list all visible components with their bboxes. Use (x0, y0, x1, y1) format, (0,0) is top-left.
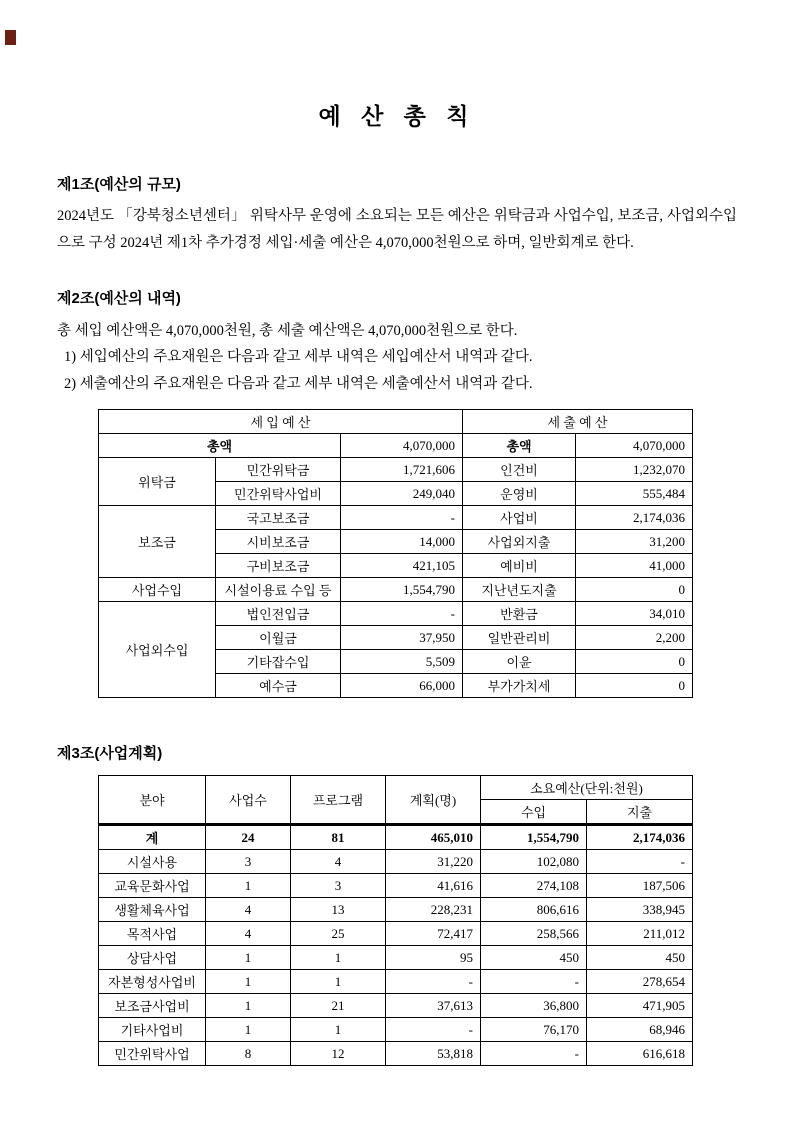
revenue-total-label: 총액 (99, 434, 341, 458)
expenditure-item-amount: 31,200 (576, 530, 693, 554)
plan-field: 기타사업비 (99, 1018, 206, 1042)
plan-plan: - (386, 970, 481, 994)
expenditure-item-name: 지난년도지출 (463, 578, 576, 602)
expenditure-item-name: 이윤 (463, 650, 576, 674)
budget-summary-table (98, 409, 693, 698)
plan-total-row (99, 825, 693, 850)
revenue-item-amount: 1,721,606 (341, 458, 463, 482)
plan-projects: 3 (206, 850, 291, 874)
plan-revenue: 258,566 (481, 922, 587, 946)
revenue-item-name: 시비보조금 (216, 530, 341, 554)
plan-header-field: 분야 (99, 776, 206, 825)
table-row (99, 410, 693, 434)
plan-projects: 4 (206, 922, 291, 946)
plan-field: 교육문화사업 (99, 874, 206, 898)
plan-expenditure: 471,905 (587, 994, 693, 1018)
plan-total-projects: 24 (206, 825, 291, 850)
plan-field: 목적사업 (99, 922, 206, 946)
expenditure-item-amount: 34,010 (576, 602, 693, 626)
table-row (99, 850, 693, 874)
plan-revenue: 76,170 (481, 1018, 587, 1042)
table-row (99, 898, 693, 922)
article1-heading: 제1조(예산의 규모) (57, 176, 181, 193)
plan-programs: 25 (291, 922, 386, 946)
revenue-item-amount: - (341, 506, 463, 530)
revenue-item-name: 민간위탁금 (216, 458, 341, 482)
expenditure-item-amount: 2,174,036 (576, 506, 693, 530)
article1-body: 2024년도 「강북청소년센터」 위탁사무 운영에 소요되는 모든 예산은 위탁금과 사업수입, 보조금, 사업외수입으로 구성 2024년 제1차 추가경정 세입·세출 예산은 4,070,000천원으로 하며, 일반회계로 한다. (57, 208, 737, 251)
plan-total-revenue: 1,554,790 (481, 825, 587, 850)
plan-plan: 37,613 (386, 994, 481, 1018)
plan-projects: 1 (206, 970, 291, 994)
article2-item2: 2) 세출예산의 주요재원은 다음과 같고 세부 내역은 세출예산서 내역과 같다. (64, 375, 533, 392)
plan-field: 생활체육사업 (99, 898, 206, 922)
expenditure-item-name: 반환금 (463, 602, 576, 626)
revenue-item-name: 기타잡수입 (216, 650, 341, 674)
plan-revenue: - (481, 970, 587, 994)
plan-total-plan: 465,010 (386, 825, 481, 850)
plan-revenue: 36,800 (481, 994, 587, 1018)
revenue-item-name: 이월금 (216, 626, 341, 650)
plan-header-projects: 사업수 (206, 776, 291, 825)
revenue-item-amount: 249,040 (341, 482, 463, 506)
expenditure-total-amount: 4,070,000 (576, 434, 693, 458)
article3-heading: 제3조(사업계획) (57, 745, 163, 762)
plan-plan: 95 (386, 946, 481, 970)
revenue-group-category: 사업외수입 (99, 602, 216, 698)
plan-expenditure: - (587, 850, 693, 874)
plan-programs: 1 (291, 970, 386, 994)
plan-total-expenditure: 2,174,036 (587, 825, 693, 850)
plan-expenditure: 211,012 (587, 922, 693, 946)
revenue-item-amount: 14,000 (341, 530, 463, 554)
plan-projects: 8 (206, 1042, 291, 1066)
plan-field: 상담사업 (99, 946, 206, 970)
revenue-item-name: 시설이용료 수입 등 (216, 578, 341, 602)
table-row (99, 1018, 693, 1042)
corner-mark (5, 30, 16, 45)
plan-header-plan: 계획(명) (386, 776, 481, 825)
plan-plan: 31,220 (386, 850, 481, 874)
revenue-total-amount: 4,070,000 (341, 434, 463, 458)
plan-header-revenue: 수입 (481, 800, 587, 825)
revenue-item-amount: 1,554,790 (341, 578, 463, 602)
revenue-group-category: 사업수입 (99, 578, 216, 602)
expenditure-item-name: 운영비 (463, 482, 576, 506)
plan-header-expenditure: 지출 (587, 800, 693, 825)
plan-expenditure: 338,945 (587, 898, 693, 922)
table-row (99, 970, 693, 994)
article2-intro: 총 세입 예산액은 4,070,000천원, 총 세출 예산액은 4,070,000천원으로 한다. (57, 323, 518, 339)
plan-expenditure: 450 (587, 946, 693, 970)
revenue-section-header: 세 입 예 산 (99, 410, 463, 434)
table-row (99, 458, 693, 482)
table-row (99, 578, 693, 602)
plan-field: 민간위탁사업 (99, 1042, 206, 1066)
revenue-item-name: 예수금 (216, 674, 341, 698)
revenue-item-amount: 66,000 (341, 674, 463, 698)
revenue-item-name: 법인전입금 (216, 602, 341, 626)
plan-expenditure: 68,946 (587, 1018, 693, 1042)
table-row (99, 922, 693, 946)
table-row (99, 1042, 693, 1066)
expenditure-section-header: 세 출 예 산 (463, 410, 693, 434)
revenue-group-category: 보조금 (99, 506, 216, 578)
expenditure-item-name: 사업외지출 (463, 530, 576, 554)
expenditure-item-amount: 0 (576, 578, 693, 602)
business-plan-table (98, 775, 693, 1066)
expenditure-item-amount: 0 (576, 650, 693, 674)
expenditure-item-amount: 41,000 (576, 554, 693, 578)
plan-field: 보조금사업비 (99, 994, 206, 1018)
revenue-item-amount: - (341, 602, 463, 626)
page-title: 예 산 총 칙 (318, 103, 476, 129)
expenditure-item-name: 예비비 (463, 554, 576, 578)
revenue-item-amount: 37,950 (341, 626, 463, 650)
plan-expenditure: 616,618 (587, 1042, 693, 1066)
plan-programs: 13 (291, 898, 386, 922)
plan-revenue: 102,080 (481, 850, 587, 874)
plan-header-budget-group: 소요예산(단위:천원) (481, 776, 693, 800)
expenditure-item-amount: 555,484 (576, 482, 693, 506)
plan-programs: 1 (291, 1018, 386, 1042)
table-row (99, 434, 693, 458)
plan-programs: 4 (291, 850, 386, 874)
revenue-item-name: 구비보조금 (216, 554, 341, 578)
plan-header-programs: 프로그램 (291, 776, 386, 825)
revenue-group-category: 위탁금 (99, 458, 216, 506)
expenditure-item-name: 사업비 (463, 506, 576, 530)
plan-revenue: 274,108 (481, 874, 587, 898)
revenue-item-amount: 421,105 (341, 554, 463, 578)
plan-plan: 72,417 (386, 922, 481, 946)
plan-programs: 12 (291, 1042, 386, 1066)
plan-projects: 4 (206, 898, 291, 922)
expenditure-item-amount: 0 (576, 674, 693, 698)
plan-projects: 1 (206, 946, 291, 970)
plan-revenue: - (481, 1042, 587, 1066)
plan-expenditure: 187,506 (587, 874, 693, 898)
plan-plan: 53,818 (386, 1042, 481, 1066)
expenditure-total-label: 총액 (463, 434, 576, 458)
revenue-item-amount: 5,509 (341, 650, 463, 674)
plan-plan: 41,616 (386, 874, 481, 898)
plan-total-programs: 81 (291, 825, 386, 850)
plan-programs: 3 (291, 874, 386, 898)
plan-plan: - (386, 1018, 481, 1042)
plan-programs: 1 (291, 946, 386, 970)
plan-projects: 1 (206, 1018, 291, 1042)
table-row (99, 506, 693, 530)
revenue-item-name: 민간위탁사업비 (216, 482, 341, 506)
article2-item1: 1) 세입예산의 주요재원은 다음과 같고 세부 내역은 세입예산서 내역과 같다. (64, 349, 533, 365)
plan-programs: 21 (291, 994, 386, 1018)
expenditure-item-amount: 1,232,070 (576, 458, 693, 482)
expenditure-item-name: 일반관리비 (463, 626, 576, 650)
plan-expenditure: 278,654 (587, 970, 693, 994)
table-row (99, 994, 693, 1018)
plan-total-field: 계 (99, 825, 206, 850)
expenditure-item-name: 인건비 (463, 458, 576, 482)
plan-revenue: 806,616 (481, 898, 587, 922)
expenditure-item-name: 부가가치세 (463, 674, 576, 698)
table-row (99, 874, 693, 898)
plan-projects: 1 (206, 994, 291, 1018)
revenue-item-name: 국고보조금 (216, 506, 341, 530)
table-header-row (99, 776, 693, 800)
plan-projects: 1 (206, 874, 291, 898)
plan-field: 자본형성사업비 (99, 970, 206, 994)
expenditure-item-amount: 2,200 (576, 626, 693, 650)
article2-heading: 제2조(예산의 내역) (57, 290, 181, 307)
table-row (99, 602, 693, 626)
plan-revenue: 450 (481, 946, 587, 970)
plan-field: 시설사용 (99, 850, 206, 874)
plan-plan: 228,231 (386, 898, 481, 922)
table-row (99, 946, 693, 970)
